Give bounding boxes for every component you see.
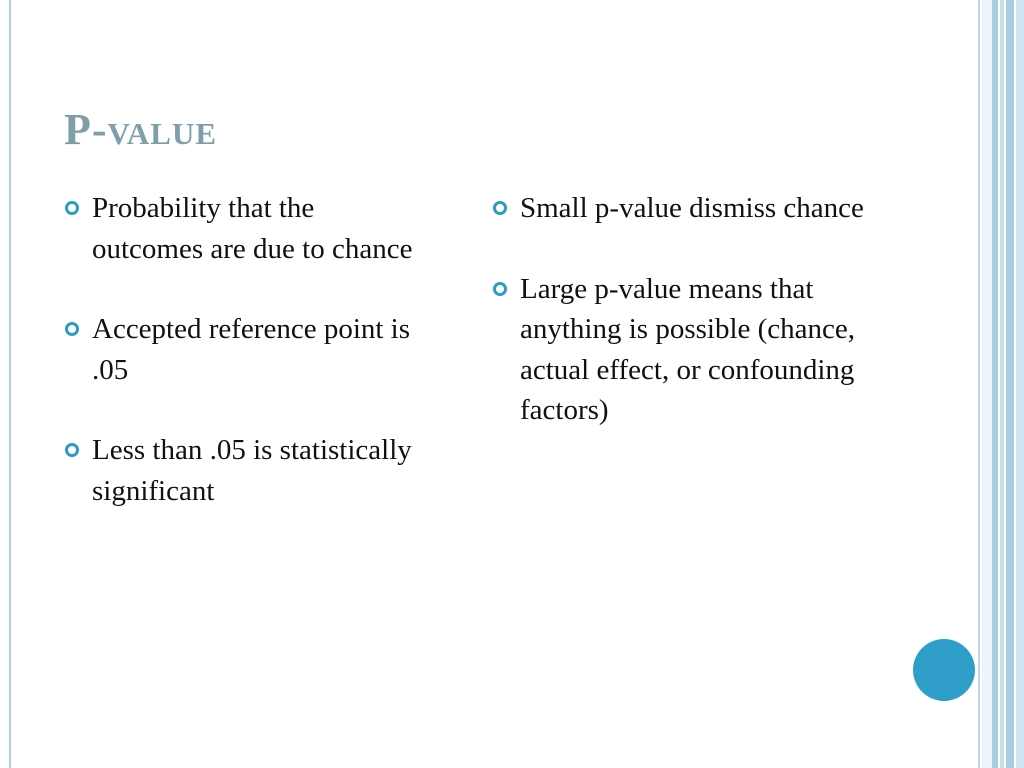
bullet-circle-icon: [65, 443, 79, 457]
right-bullet-list: [492, 188, 892, 431]
bullet-item: [64, 430, 424, 511]
stripe: [992, 0, 998, 768]
bullet-circle-icon: [65, 201, 79, 215]
bullet-text: Accepted reference point is .05: [92, 313, 411, 386]
slide-title: P-value: [64, 105, 218, 154]
bullet-item: [492, 269, 892, 431]
right-decorative-stripes: [978, 0, 1024, 768]
bullet-item: [64, 309, 424, 390]
bullet-circle-icon: [493, 201, 507, 215]
stripe: [1016, 0, 1024, 768]
bullet-text: Small p-value dismiss chance: [520, 192, 864, 224]
left-bullet-list: [64, 188, 424, 511]
stripe: [982, 0, 992, 768]
stripe: [1006, 0, 1014, 768]
stripe: [1000, 0, 1004, 768]
bullet-text: Large p-value means that anything is possible (chance, actual effect, or confounding factors): [520, 272, 856, 426]
bullet-circle-icon: [65, 322, 79, 336]
bullet-item: [64, 188, 424, 269]
left-border-rule: [9, 0, 11, 768]
stripe: [978, 0, 980, 768]
bullet-text: Probability that the outcomes are due to chance: [92, 192, 413, 265]
decorative-circle: [913, 639, 975, 701]
bullet-circle-icon: [493, 282, 507, 296]
bullet-text: Less than .05 is statistically significant: [92, 434, 412, 507]
bullet-item: [492, 188, 892, 229]
